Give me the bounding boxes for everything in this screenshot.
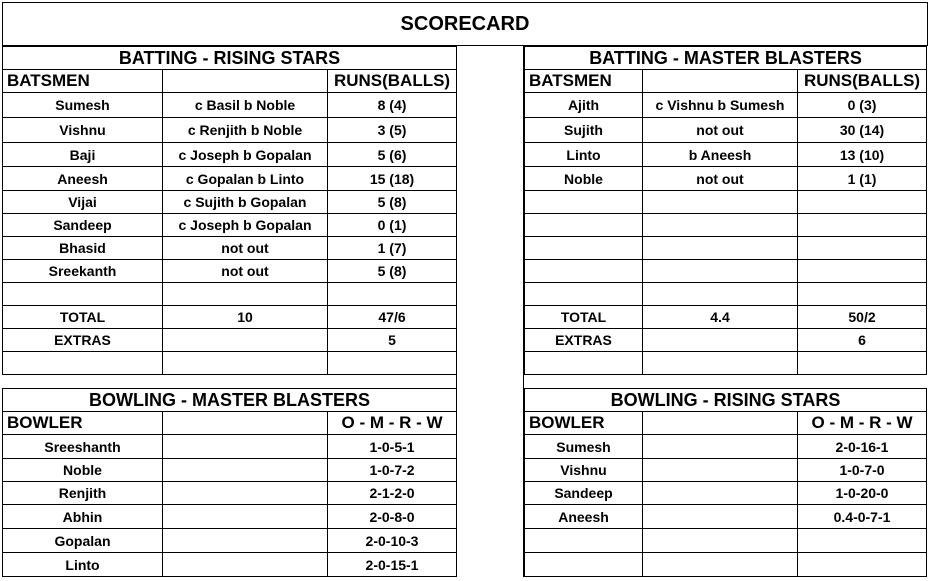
batting-rising-stars-row bbox=[3, 260, 457, 283]
batting-master-blasters-cell: c Vishnu b Sumesh bbox=[643, 93, 798, 118]
bowling-master-blasters-cell: Gopalan bbox=[3, 529, 163, 553]
bowling-rising-stars-cell bbox=[643, 435, 798, 459]
batting-master-blasters-cell bbox=[798, 283, 927, 306]
batting-rising-stars-col-header-1 bbox=[163, 70, 328, 93]
batting-master-blasters-cell: Noble bbox=[525, 167, 643, 191]
batting-master-blasters-cell bbox=[525, 260, 643, 283]
bowling-master-blasters-cell bbox=[163, 553, 328, 577]
batting-rising-stars-row bbox=[3, 329, 457, 352]
batting-master-blasters-panel bbox=[524, 46, 927, 375]
bowling-rising-stars-cell: Aneesh bbox=[525, 505, 643, 529]
bowling-master-blasters-cell: 1-0-5-1 bbox=[328, 435, 457, 459]
bowling-master-blasters-row bbox=[3, 459, 457, 482]
batting-master-blasters-row bbox=[525, 143, 927, 167]
batting-rising-stars-row bbox=[3, 118, 457, 143]
batting-rising-stars-row bbox=[3, 237, 457, 260]
batting-rising-stars-cell: 10 bbox=[163, 306, 328, 329]
batting-master-blasters-row bbox=[525, 237, 927, 260]
batting-rising-stars-cell bbox=[163, 283, 328, 306]
bowling-master-blasters-row bbox=[3, 435, 457, 459]
bowling-master-blasters-cell: Sreeshanth bbox=[3, 435, 163, 459]
bowling-master-blasters-cell bbox=[163, 435, 328, 459]
batting-master-blasters-row bbox=[525, 306, 927, 329]
batting-rising-stars-row bbox=[3, 191, 457, 214]
batting-rising-stars-cell: 47/6 bbox=[328, 306, 457, 329]
batting-rising-stars-cell: c Joseph b Gopalan bbox=[163, 214, 328, 237]
bowling-master-blasters-row bbox=[3, 505, 457, 529]
batting-rising-stars-cell: Vishnu bbox=[3, 118, 163, 143]
batting-master-blasters-cell bbox=[643, 191, 798, 214]
batting-rising-stars-cell bbox=[163, 329, 328, 352]
batting-master-blasters-row bbox=[525, 214, 927, 237]
batting-master-blasters-cell: 0 (3) bbox=[798, 93, 927, 118]
bowling-rising-stars-cell: Sandeep bbox=[525, 482, 643, 505]
bowling-rising-stars-cell bbox=[798, 529, 927, 553]
batting-rising-stars-col-header-0: BATSMEN bbox=[3, 70, 163, 93]
bowling-master-blasters-cell bbox=[163, 459, 328, 482]
batting-master-blasters-cell bbox=[525, 283, 643, 306]
bowling-rising-stars-cell: Vishnu bbox=[525, 459, 643, 482]
bowling-rising-stars-cell bbox=[798, 553, 927, 577]
batting-master-blasters-cell: not out bbox=[643, 167, 798, 191]
bowling-master-blasters-table bbox=[2, 388, 457, 577]
batting-master-blasters-cell bbox=[525, 352, 643, 375]
bowling-rising-stars-col-header-0: BOWLER bbox=[525, 412, 643, 435]
batting-rising-stars-cell: not out bbox=[163, 237, 328, 260]
batting-rising-stars-cell: not out bbox=[163, 260, 328, 283]
bowling-rising-stars-col-header-1 bbox=[643, 412, 798, 435]
batting-master-blasters-cell bbox=[525, 214, 643, 237]
batting-rising-stars-cell: c Joseph b Gopalan bbox=[163, 143, 328, 167]
bowling-rising-stars-cell: 2-0-16-1 bbox=[798, 435, 927, 459]
batting-master-blasters-cell: Ajith bbox=[525, 93, 643, 118]
bowling-rising-stars-row bbox=[525, 529, 927, 553]
bowling-rising-stars-cell bbox=[525, 529, 643, 553]
batting-master-blasters-cell: 1 (1) bbox=[798, 167, 927, 191]
batting-master-blasters-cell: 30 (14) bbox=[798, 118, 927, 143]
batting-rising-stars-panel bbox=[2, 46, 457, 375]
batting-rising-stars-cell bbox=[328, 283, 457, 306]
batting-rising-stars-cell: 3 (5) bbox=[328, 118, 457, 143]
bowling-master-blasters-cell bbox=[163, 482, 328, 505]
batting-master-blasters-cell bbox=[798, 352, 927, 375]
bowling-rising-stars-row bbox=[525, 435, 927, 459]
batting-rising-stars-cell bbox=[3, 283, 163, 306]
bowling-rising-stars-cell bbox=[525, 553, 643, 577]
scorecard-title: SCORECARD bbox=[2, 2, 928, 46]
bowling-rising-stars-row bbox=[525, 553, 927, 577]
bowling-rising-stars-cell bbox=[643, 459, 798, 482]
batting-rising-stars-cell: 8 (4) bbox=[328, 93, 457, 118]
batting-rising-stars-cell: Vijai bbox=[3, 191, 163, 214]
batting-rising-stars-cell: Baji bbox=[3, 143, 163, 167]
batting-rising-stars-cell: EXTRAS bbox=[3, 329, 163, 352]
batting-master-blasters-row bbox=[525, 191, 927, 214]
batting-rising-stars-cell: c Gopalan b Linto bbox=[163, 167, 328, 191]
batting-master-blasters-cell bbox=[798, 191, 927, 214]
bowling-rising-stars-panel bbox=[524, 388, 927, 577]
batting-master-blasters-row bbox=[525, 283, 927, 306]
bowling-master-blasters-cell: Renjith bbox=[3, 482, 163, 505]
batting-master-blasters-cell: Linto bbox=[525, 143, 643, 167]
bowling-rising-stars-row bbox=[525, 482, 927, 505]
bowling-rising-stars-cell bbox=[643, 553, 798, 577]
batting-master-blasters-table bbox=[524, 46, 927, 375]
bowling-master-blasters-heading: BOWLING - MASTER BLASTERS bbox=[3, 389, 457, 412]
bowling-rising-stars-row bbox=[525, 505, 927, 529]
bowling-master-blasters-cell: Linto bbox=[3, 553, 163, 577]
batting-master-blasters-cell bbox=[525, 237, 643, 260]
batting-rising-stars-row bbox=[3, 214, 457, 237]
batting-rising-stars-col-header-2: RUNS(BALLS) bbox=[328, 70, 457, 93]
bowling-master-blasters-cell: 2-0-10-3 bbox=[328, 529, 457, 553]
batting-master-blasters-cell bbox=[643, 352, 798, 375]
bowling-rising-stars-cell bbox=[643, 529, 798, 553]
bowling-master-blasters-cell: Noble bbox=[3, 459, 163, 482]
bowling-rising-stars-cell: 1-0-20-0 bbox=[798, 482, 927, 505]
batting-master-blasters-row bbox=[525, 329, 927, 352]
column-divider bbox=[456, 46, 524, 577]
bowling-rising-stars-cell bbox=[643, 482, 798, 505]
batting-rising-stars-cell: 5 (6) bbox=[328, 143, 457, 167]
batting-rising-stars-cell: 5 (8) bbox=[328, 260, 457, 283]
bowling-master-blasters-cell: 2-0-8-0 bbox=[328, 505, 457, 529]
bowling-master-blasters-col-header-2: O - M - R - W bbox=[328, 412, 457, 435]
batting-master-blasters-row bbox=[525, 93, 927, 118]
batting-master-blasters-cell: 13 (10) bbox=[798, 143, 927, 167]
batting-master-blasters-cell bbox=[643, 260, 798, 283]
batting-rising-stars-cell: 5 bbox=[328, 329, 457, 352]
bowling-master-blasters-row bbox=[3, 529, 457, 553]
bowling-rising-stars-cell: 1-0-7-0 bbox=[798, 459, 927, 482]
bowling-rising-stars-col-header-2: O - M - R - W bbox=[798, 412, 927, 435]
batting-rising-stars-cell: Bhasid bbox=[3, 237, 163, 260]
batting-rising-stars-cell: c Sujith b Gopalan bbox=[163, 191, 328, 214]
batting-rising-stars-cell: Sreekanth bbox=[3, 260, 163, 283]
batting-master-blasters-cell: EXTRAS bbox=[525, 329, 643, 352]
batting-master-blasters-cell: TOTAL bbox=[525, 306, 643, 329]
batting-master-blasters-cell: 50/2 bbox=[798, 306, 927, 329]
batting-master-blasters-cell bbox=[643, 329, 798, 352]
batting-rising-stars-cell: c Renjith b Noble bbox=[163, 118, 328, 143]
bowling-rising-stars-heading: BOWLING - RISING STARS bbox=[525, 389, 927, 412]
bowling-master-blasters-row bbox=[3, 482, 457, 505]
bowling-master-blasters-panel bbox=[2, 388, 457, 577]
batting-master-blasters-cell: b Aneesh bbox=[643, 143, 798, 167]
bowling-master-blasters-col-header-0: BOWLER bbox=[3, 412, 163, 435]
bowling-rising-stars-cell bbox=[643, 505, 798, 529]
batting-master-blasters-cell bbox=[798, 260, 927, 283]
batting-rising-stars-cell: c Basil b Noble bbox=[163, 93, 328, 118]
bowling-master-blasters-cell bbox=[163, 505, 328, 529]
batting-rising-stars-heading: BATTING - RISING STARS bbox=[3, 47, 457, 70]
batting-master-blasters-col-header-2: RUNS(BALLS) bbox=[798, 70, 927, 93]
bowling-master-blasters-cell: 2-1-2-0 bbox=[328, 482, 457, 505]
batting-rising-stars-cell: 0 (1) bbox=[328, 214, 457, 237]
batting-rising-stars-table bbox=[2, 46, 457, 375]
batting-rising-stars-row bbox=[3, 283, 457, 306]
batting-master-blasters-cell bbox=[798, 214, 927, 237]
bowling-rising-stars-cell: 0.4-0-7-1 bbox=[798, 505, 927, 529]
batting-rising-stars-cell: 15 (18) bbox=[328, 167, 457, 191]
batting-master-blasters-cell bbox=[798, 237, 927, 260]
batting-master-blasters-row bbox=[525, 352, 927, 375]
batting-rising-stars-row bbox=[3, 143, 457, 167]
bowling-rising-stars-row bbox=[525, 459, 927, 482]
bowling-master-blasters-col-header-1 bbox=[163, 412, 328, 435]
batting-master-blasters-cell: 6 bbox=[798, 329, 927, 352]
batting-rising-stars-row bbox=[3, 93, 457, 118]
batting-master-blasters-cell: Sujith bbox=[525, 118, 643, 143]
batting-rising-stars-row bbox=[3, 306, 457, 329]
batting-master-blasters-row bbox=[525, 167, 927, 191]
batting-rising-stars-cell bbox=[163, 352, 328, 375]
batting-master-blasters-cell bbox=[643, 214, 798, 237]
batting-rising-stars-cell: TOTAL bbox=[3, 306, 163, 329]
batting-rising-stars-cell: Sandeep bbox=[3, 214, 163, 237]
batting-rising-stars-cell: Sumesh bbox=[3, 93, 163, 118]
batting-master-blasters-cell bbox=[525, 191, 643, 214]
bowling-rising-stars-cell: Sumesh bbox=[525, 435, 643, 459]
batting-rising-stars-cell: 1 (7) bbox=[328, 237, 457, 260]
bowling-master-blasters-cell: 2-0-15-1 bbox=[328, 553, 457, 577]
batting-rising-stars-cell bbox=[328, 352, 457, 375]
bowling-master-blasters-cell: 1-0-7-2 bbox=[328, 459, 457, 482]
batting-master-blasters-cell: not out bbox=[643, 118, 798, 143]
batting-master-blasters-col-header-1 bbox=[643, 70, 798, 93]
batting-master-blasters-cell bbox=[643, 237, 798, 260]
bowling-master-blasters-cell: Abhin bbox=[3, 505, 163, 529]
batting-master-blasters-row bbox=[525, 118, 927, 143]
batting-master-blasters-cell bbox=[643, 283, 798, 306]
batting-master-blasters-cell: 4.4 bbox=[643, 306, 798, 329]
batting-rising-stars-row bbox=[3, 352, 457, 375]
bowling-master-blasters-row bbox=[3, 553, 457, 577]
batting-master-blasters-heading: BATTING - MASTER BLASTERS bbox=[525, 47, 927, 70]
bowling-master-blasters-cell bbox=[163, 529, 328, 553]
batting-master-blasters-row bbox=[525, 260, 927, 283]
batting-rising-stars-row bbox=[3, 167, 457, 191]
batting-rising-stars-cell: Aneesh bbox=[3, 167, 163, 191]
batting-rising-stars-cell: 5 (8) bbox=[328, 191, 457, 214]
batting-master-blasters-col-header-0: BATSMEN bbox=[525, 70, 643, 93]
bowling-rising-stars-table bbox=[524, 388, 927, 577]
batting-rising-stars-cell bbox=[3, 352, 163, 375]
